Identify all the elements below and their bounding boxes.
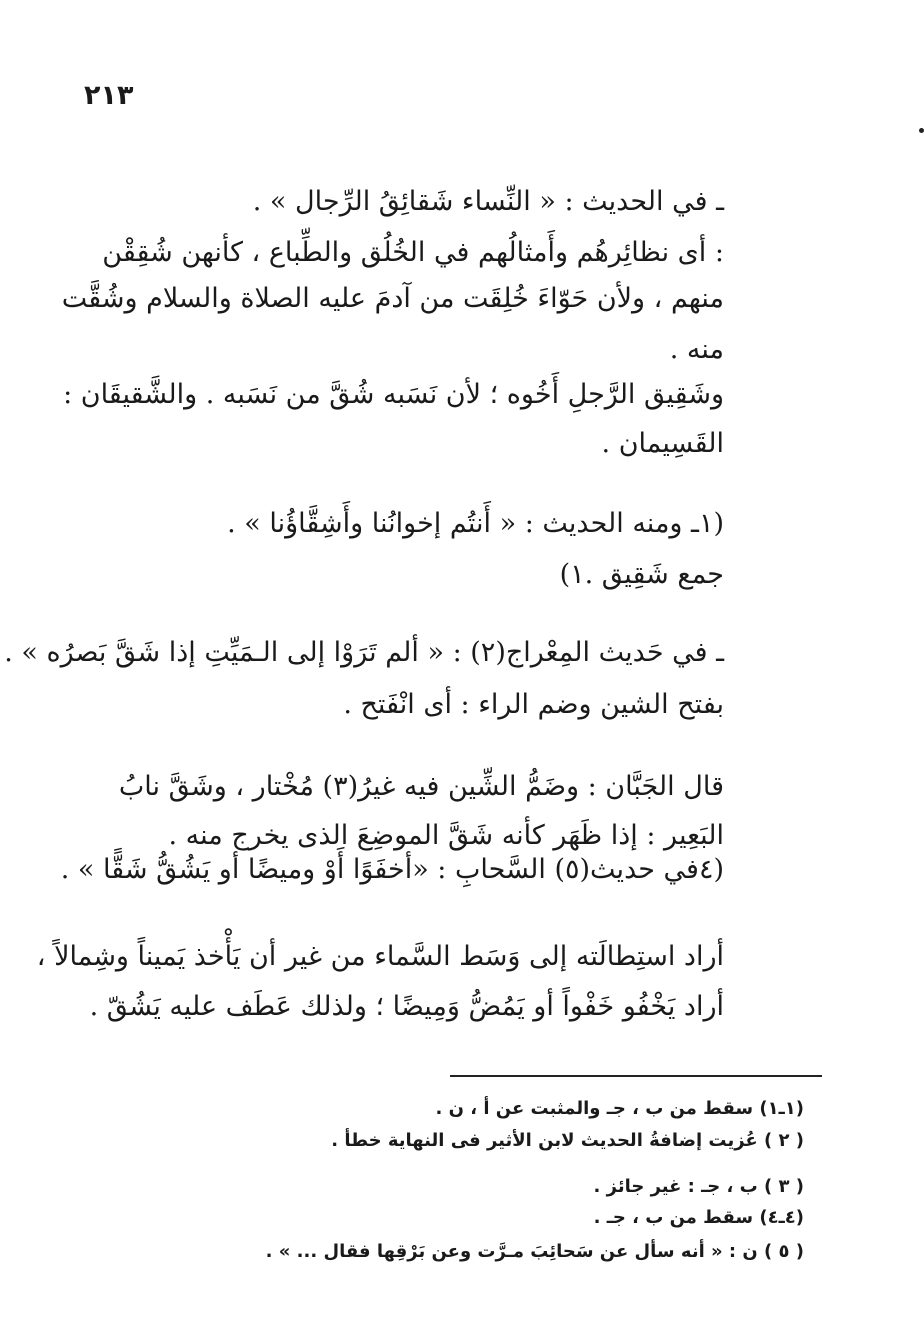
page-number: ٢١٣: [84, 80, 134, 111]
body-line: (١ـ ومنه الحديث : « أَنتُم إخوانُنا وأَشِقَّاؤُنا » .: [227, 508, 724, 539]
body-line: أراد استِطالَته إلى وَسَط السَّماء من غير أن يَأْخذ يَميناً وشِمالاً ،: [36, 941, 724, 972]
footnote: ( ٥ ) ن : « أنه سأل عن سَحائِبَ مـرَّت وعن بَرْقِها فقال ... » .: [265, 1241, 804, 1262]
body-line: : أى نظائِرهُم وأَمثالُهم في الخُلُق والطِّباع ، كأنهن شُقِقْن: [102, 237, 724, 268]
body-line: (٤في حديث(٥) السَّحابِ : «أخفَوًا أَوْ وميضًا أو يَشُقُّ شَقًّا » .: [60, 854, 724, 885]
body-line: أراد يَخْفُو خَفْواً أو يَمُضُّ وَمِيضًا ؛ ولذلك عَطَف عليه يَشُقّ .: [89, 991, 724, 1022]
body-line: قال الجَبَّان : وضَمُّ الشِّين فيه غيرُ(٣) مُخْتار ، وشَقَّ نابُ: [118, 771, 724, 802]
body-line: ـ في حَديث المِعْراج(٢) : « ألم تَرَوْا إلى الـمَيِّتِ إذا شَقَّ بَصرُه » .: [4, 637, 724, 668]
body-line: جمع شَقِيق .١): [559, 559, 724, 590]
footnote: (١ـ١) سقط من ب ، جـ والمثبت عن أ ، ن .: [435, 1098, 804, 1119]
body-line: وشَقِيق الرَّجلِ أَخُوه ؛ لأن نَسَبه شُقَّ من نَسَبه . والشَّقيقَان :: [63, 379, 724, 410]
margin-mark: [919, 128, 924, 133]
body-line: البَعِير : إذا ظَهَر كأنه شَقَّ الموضِعَ الذى يخرج منه .: [168, 820, 724, 851]
footnote: (٤ـ٤) سقط من ب ، جـ .: [593, 1207, 804, 1228]
body-line: القَسِيمان .: [601, 428, 724, 459]
footnote: ( ٣ ) ب ، جـ : غير جائز .: [593, 1176, 804, 1197]
body-line: منهم ، ولأن حَوّاءَ خُلِقَت من آدمَ عليه الصلاة والسلام وشُقَّت: [61, 283, 724, 314]
body-line: منه .: [669, 334, 724, 365]
body-line: بفتح الشين وضم الراء : أى انْفَتح .: [343, 689, 724, 720]
footnote: ( ٢ ) عُزيت إضافةُ الحديث لابن الأثير فى النهاية خطأ .: [331, 1130, 804, 1151]
footnote-divider: [450, 1075, 822, 1077]
body-line: ـ في الحديث : « النِّساء شَقائِقُ الرِّجال » .: [252, 186, 724, 217]
